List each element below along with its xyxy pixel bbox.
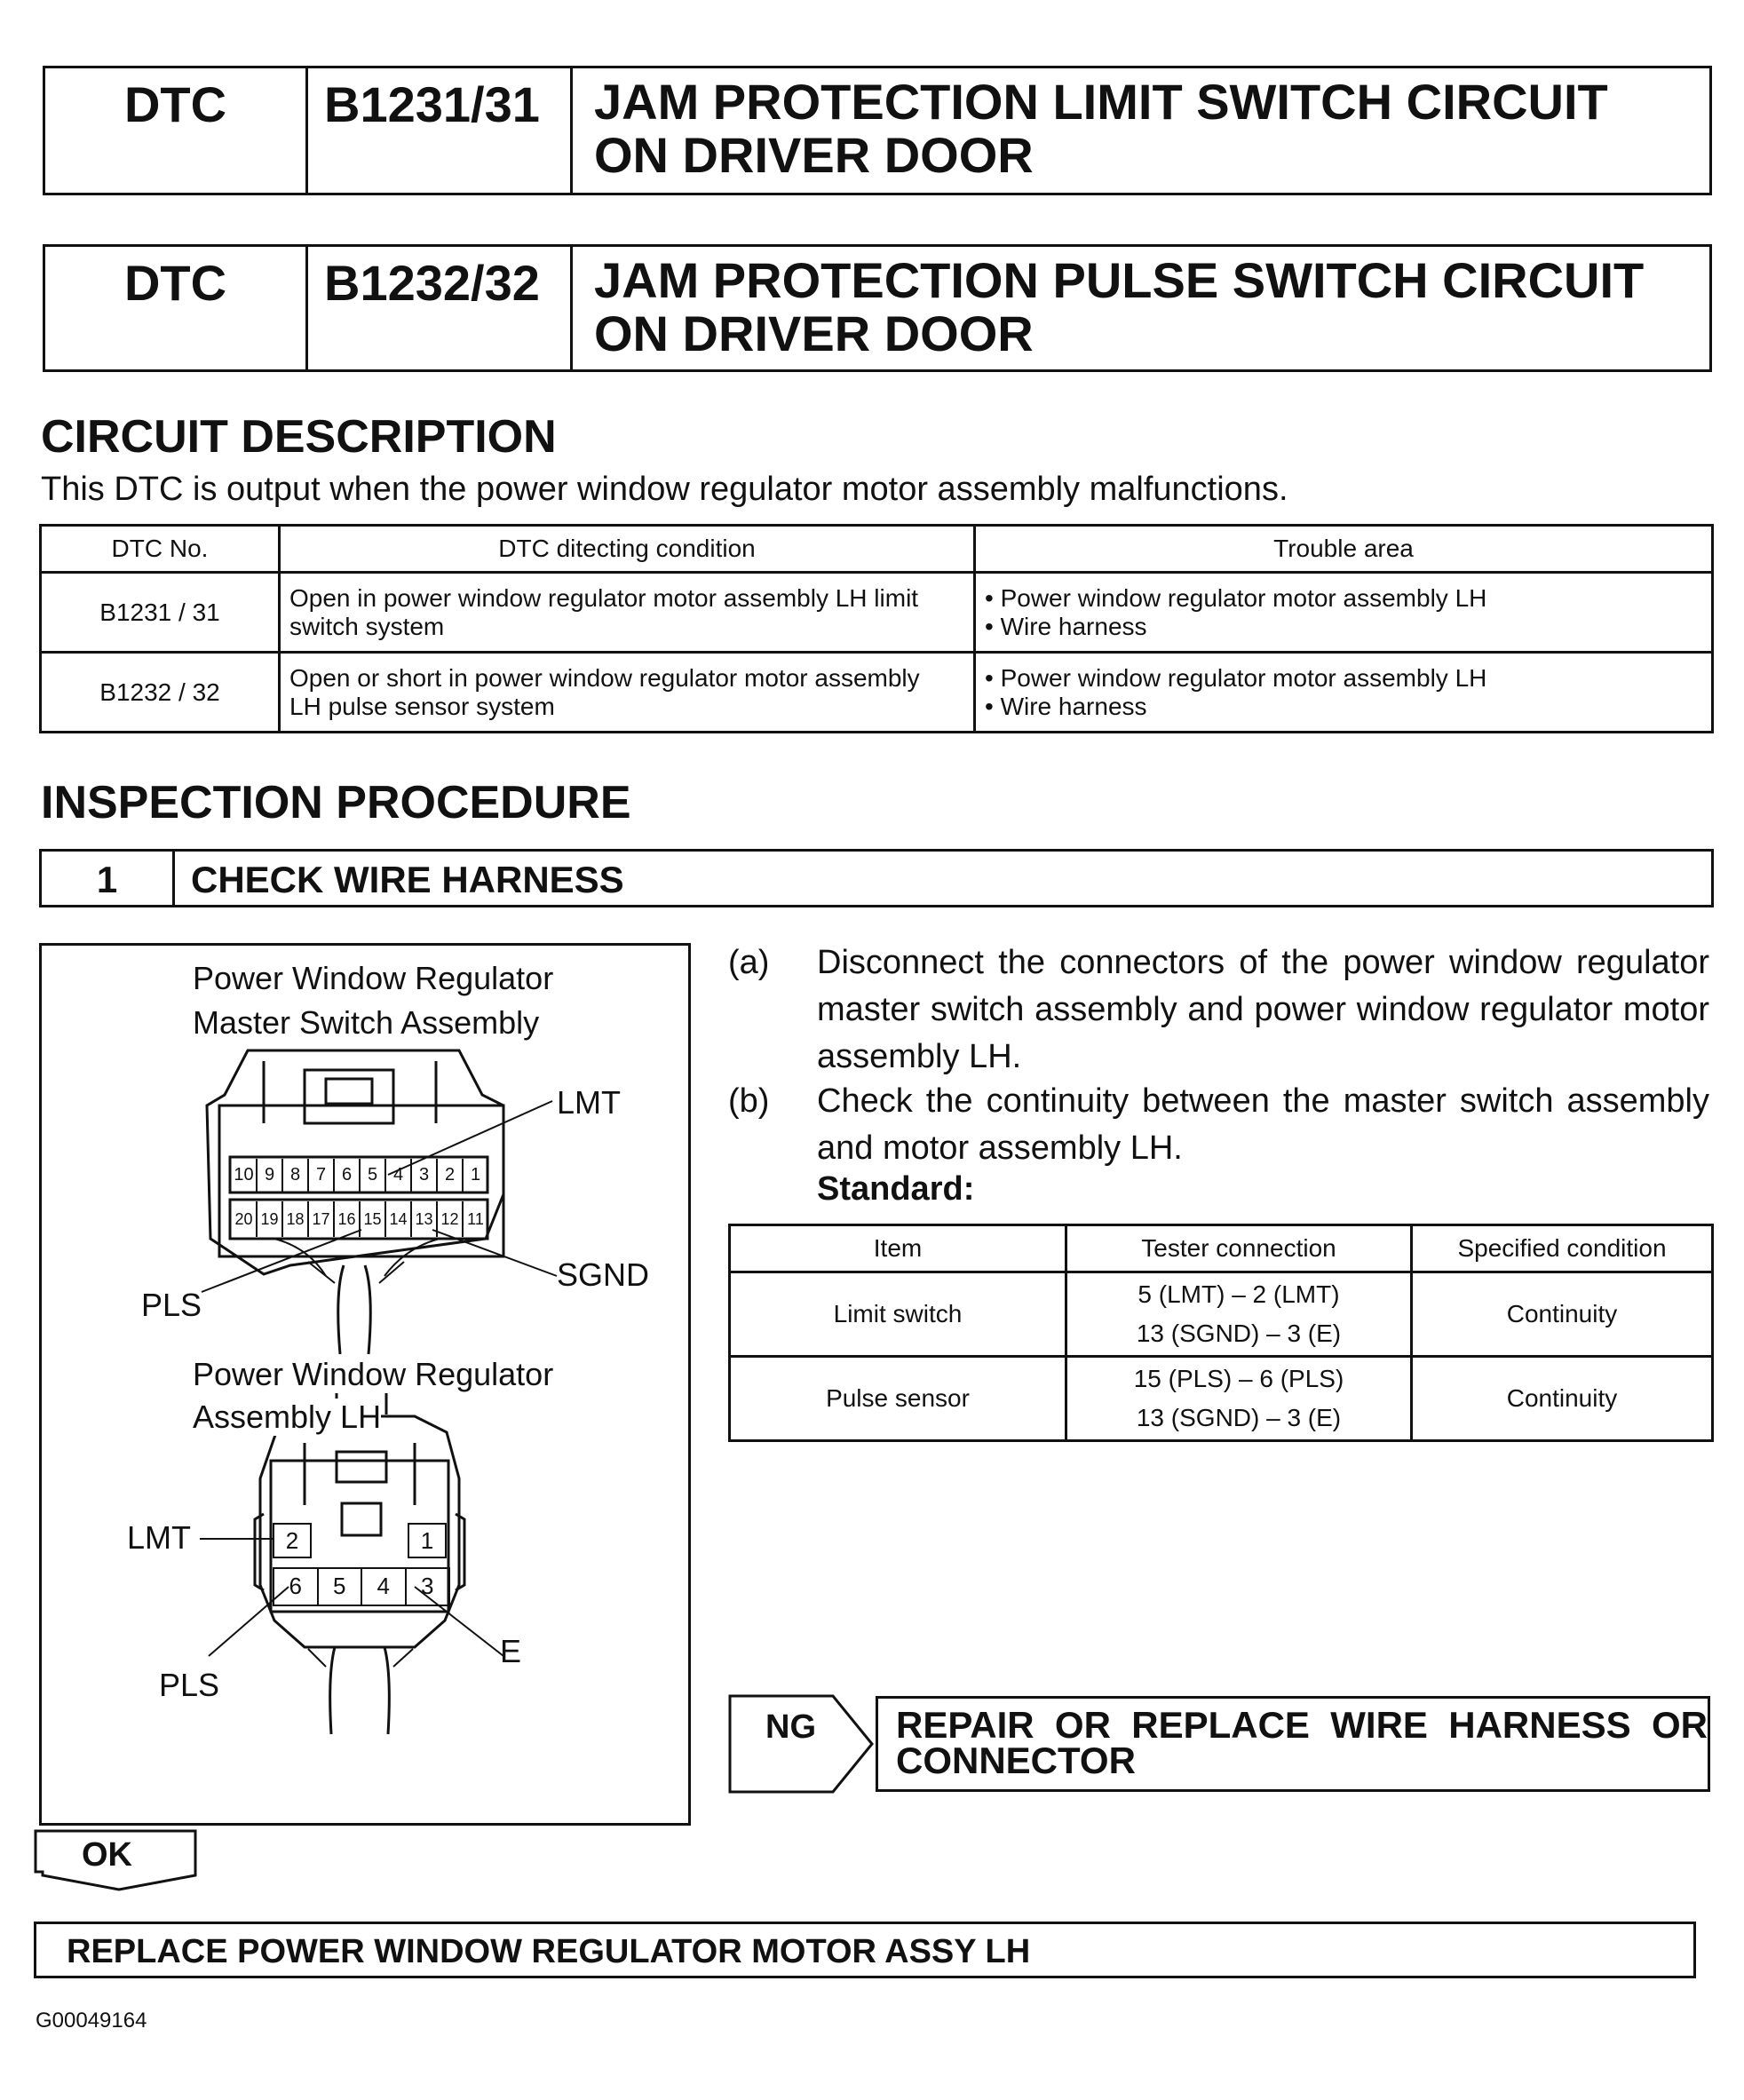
dtc-title-line: ON DRIVER DOOR — [594, 127, 1034, 183]
pin-label: 8 — [283, 1159, 309, 1193]
pin-label: 6 — [274, 1569, 319, 1605]
dtc-header-2 — [43, 244, 1712, 372]
pin-label: 3 — [421, 1573, 434, 1599]
pin-label: 19 — [258, 1201, 283, 1237]
dtc-title — [573, 68, 1709, 193]
dtc-header-1 — [43, 66, 1712, 195]
dtc-title — [573, 247, 1709, 369]
dtc-label: DTC — [45, 247, 308, 369]
pls-label: PLS — [141, 1287, 202, 1323]
ok-label: OK — [82, 1836, 132, 1874]
cell-line: • Wire harness — [985, 692, 1147, 720]
condition-cell — [280, 573, 975, 653]
motor-e-label: E — [500, 1633, 522, 1669]
standard-table — [728, 1224, 1714, 1442]
table-header-cell: Item — [730, 1225, 1066, 1272]
dtc-code: B1231/31 — [308, 68, 573, 193]
inspection-heading: INSPECTION PROCEDURE — [41, 777, 631, 828]
master-bottom-pins — [232, 1201, 488, 1237]
cell-line: LH pulse sensor system — [289, 692, 555, 720]
cell-line: 13 (SGND) – 3 (E) — [1136, 1319, 1342, 1347]
pin-label: 5 — [361, 1159, 386, 1193]
table-row — [730, 1272, 1713, 1357]
cell-line: • Power window regulator motor assembly LH — [985, 583, 1487, 612]
cell-line: 13 (SGND) – 3 (E) — [1136, 1404, 1342, 1431]
table-header-cell: Specified condition — [1412, 1225, 1713, 1272]
step-title: CHECK WIRE HARNESS — [191, 859, 624, 900]
dtc-code: B1232/32 — [308, 247, 573, 369]
cell-line: 5 (LMT) – 2 (LMT) — [1138, 1280, 1340, 1308]
motor-title-2: Assembly LH — [193, 1399, 382, 1435]
item-cell: Pulse sensor — [730, 1357, 1066, 1441]
circuit-description-heading: CIRCUIT DESCRIPTION — [41, 411, 557, 463]
item-cell: Limit switch — [730, 1272, 1066, 1357]
table-header-cell: Trouble area — [975, 526, 1713, 573]
sgnd-label: SGND — [557, 1256, 650, 1293]
motor-top-pins — [273, 1523, 447, 1558]
cell-line: • Power window regulator motor assembly LH — [985, 663, 1487, 692]
motor-bottom-pins — [273, 1567, 450, 1606]
table-header-row — [730, 1225, 1713, 1272]
step-b-text: Check the continuity between the master switch assembly and motor assembly LH. — [817, 1082, 1709, 1167]
condition-cell: Continuity — [1412, 1272, 1713, 1357]
figure-id: G00049164 — [36, 2009, 147, 2033]
ng-action-line: REPAIR OR REPLACE WIRE HARNESS OR — [896, 1704, 1708, 1746]
standard-label: Standard: — [817, 1170, 975, 1208]
pin-label: 1 — [408, 1523, 447, 1558]
pin-label: 18 — [283, 1201, 309, 1237]
ng-action-box — [876, 1696, 1710, 1792]
master-switch-title-1: Power Window Regulator — [193, 960, 554, 996]
table-header-cell: DTC No. — [41, 526, 280, 573]
pin-label: 20 — [232, 1201, 258, 1237]
cell-line: Open in power window regulator motor assembly LH limit — [289, 583, 919, 612]
pin-label: 11 — [467, 1210, 484, 1228]
step-b-tag: (b) — [728, 1082, 770, 1120]
pin-label: 7 — [309, 1159, 335, 1193]
step-a-tag: (a) — [728, 944, 770, 981]
pin-label: 9 — [258, 1159, 283, 1193]
tester-connection-cell — [1066, 1357, 1412, 1441]
condition-cell — [280, 653, 975, 733]
pin-label: 15 — [361, 1201, 386, 1237]
pin-label: 13 — [412, 1201, 438, 1237]
final-action-box — [34, 1922, 1696, 1978]
pin-label: 2 — [438, 1159, 464, 1193]
table-row — [730, 1357, 1713, 1441]
step-b — [728, 1078, 1714, 1176]
cell-line: 15 (PLS) – 6 (PLS) — [1133, 1365, 1344, 1392]
pin-label: 14 — [386, 1201, 412, 1237]
lmt-label: LMT — [557, 1084, 621, 1121]
table-header-cell: DTC ditecting condition — [280, 526, 975, 573]
trouble-area-cell — [975, 653, 1713, 733]
step-number: 1 — [42, 852, 175, 905]
ng-label: NG — [765, 1708, 816, 1746]
pin-label: 16 — [335, 1201, 361, 1237]
step-a-text: Disconnect the connectors of the power window regulator master switch assembly and power window regulator motor assembly LH. — [817, 944, 1709, 1075]
pin-label: 12 — [438, 1201, 464, 1237]
dtc-title-line: JAM PROTECTION PULSE SWITCH CIRCUIT — [594, 252, 1645, 308]
pin-label: 4 — [362, 1569, 407, 1605]
connector-diagram — [39, 943, 691, 1826]
table-header-row — [41, 526, 1713, 573]
table-row — [41, 653, 1713, 733]
motor-title-1: Power Window Regulator — [193, 1356, 554, 1392]
table-row — [41, 573, 1713, 653]
pin-label: 17 — [309, 1201, 335, 1237]
trouble-area-cell — [975, 573, 1713, 653]
cell-line: Open or short in power window regulator motor assembly — [289, 663, 920, 692]
dtc-code-cell: B1232 / 32 — [41, 653, 280, 733]
condition-cell: Continuity — [1412, 1357, 1713, 1441]
pin-label: 1 — [470, 1165, 481, 1185]
dtc-label: DTC — [45, 68, 308, 193]
cell-line: switch system — [289, 612, 445, 640]
cell-line: • Wire harness — [985, 612, 1147, 640]
table-header-cell: Tester connection — [1066, 1225, 1412, 1272]
motor-pls-label: PLS — [159, 1667, 220, 1703]
circuit-description-text: This DTC is output when the power window regulator motor assembly malfunctions. — [41, 471, 1288, 508]
dtc-table — [39, 524, 1714, 733]
pin-label: 2 — [273, 1523, 312, 1558]
motor-lmt-label: LMT — [127, 1519, 191, 1556]
pin-label: 3 — [412, 1159, 438, 1193]
dtc-title-line: JAM PROTECTION LIMIT SWITCH CIRCUIT — [594, 74, 1608, 130]
step-a — [728, 939, 1714, 1082]
master-switch-title-2: Master Switch Assembly — [193, 1004, 540, 1041]
pin-label: 10 — [232, 1159, 258, 1193]
step-1-header — [39, 849, 1714, 907]
pin-label: 5 — [319, 1569, 363, 1605]
tester-connection-cell — [1066, 1272, 1412, 1357]
pin-label: 4 — [386, 1159, 412, 1193]
pin-label: 6 — [335, 1159, 361, 1193]
dtc-code-cell: B1231 / 31 — [41, 573, 280, 653]
final-action-text: REPLACE POWER WINDOW REGULATOR MOTOR ASSY LH — [67, 1933, 1031, 1970]
master-top-pins — [232, 1159, 488, 1193]
ng-action-line: CONNECTOR — [896, 1739, 1136, 1781]
dtc-title-line: ON DRIVER DOOR — [594, 305, 1034, 361]
